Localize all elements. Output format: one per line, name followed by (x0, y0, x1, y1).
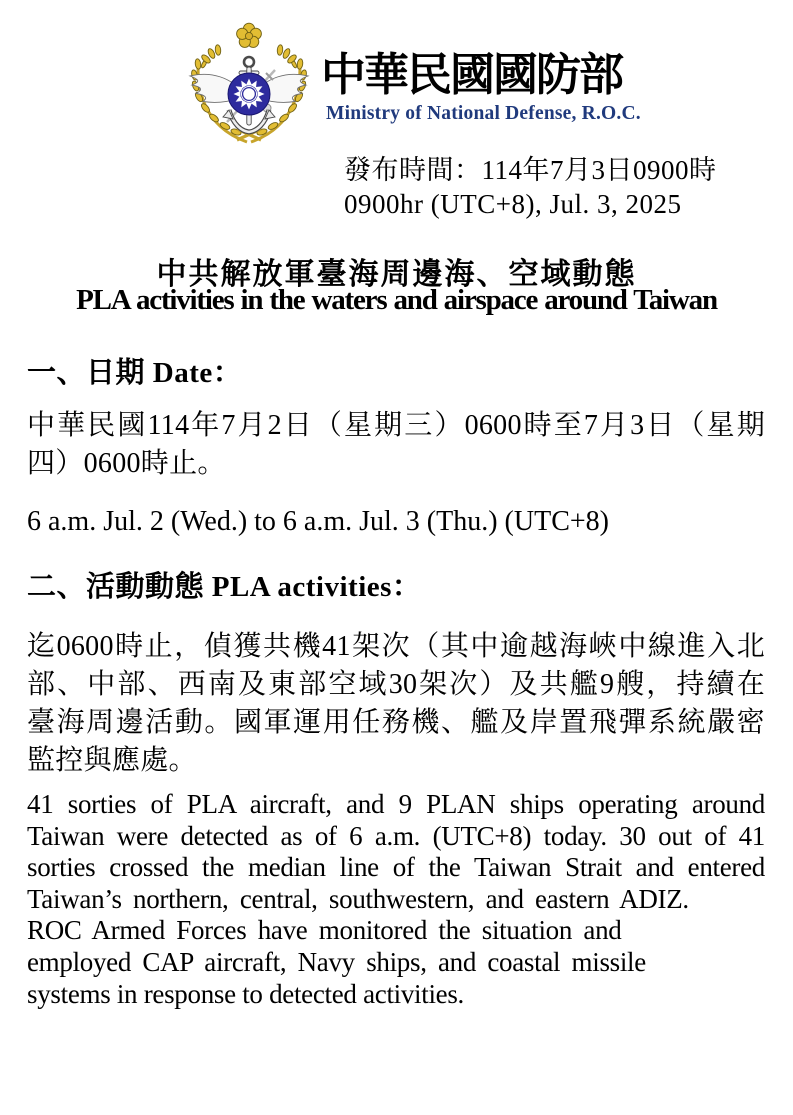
text-line: sorties crossed the median line of the Taiwan Strait and entered (27, 852, 765, 883)
mnd-emblem-icon (183, 20, 315, 148)
section-date-heading: 一、日期 Date： (27, 357, 243, 389)
document-title-en: PLA activities in the waters and airspace around Taiwan (76, 284, 717, 316)
text-line: 監控與應處。 (27, 745, 197, 776)
release-time (344, 153, 717, 221)
text-line: Taiwan’s northern, central, southwestern, and eastern ADIZ. (27, 883, 689, 914)
ministry-name-en: Ministry of National Defense, R.O.C. (326, 103, 641, 124)
text-line: 迄0600時止，偵獲共機41架次（其中逾越海峽中線進入北 (27, 631, 765, 662)
release-time-zh: 發布時間：114年7月3日0900時 (344, 155, 717, 185)
text-line: employed CAP aircraft, Navy ships, and coastal missile (27, 946, 646, 977)
sun-disc-icon (228, 73, 270, 115)
plum-blossom-icon (237, 23, 262, 47)
text-line: 41 sorties of PLA aircraft, and 9 PLAN ships operating around (27, 789, 765, 819)
section-date-en: 6 a.m. Jul. 2 (Wed.) to 6 a.m. Jul. 3 (Thu.) (UTC+8) (27, 506, 609, 537)
text-line: 中華民國114年7月2日（星期三）0600時至7月3日（星期 (27, 410, 765, 441)
section-date-zh (27, 407, 765, 483)
text-line: Taiwan were detected as of 6 a.m. (UTC+8) today. 30 out of 41 (27, 820, 765, 851)
section-activities-en (27, 789, 765, 1010)
text-line: systems in response to detected activities. (27, 978, 464, 1009)
text-line: 部、中部、西南及東部空域30架次）及共艦9艘，持續在 (27, 669, 765, 700)
section-activities-heading: 二、活動動態 PLA activities： (27, 571, 422, 603)
text-line: 臺海周邊活動。國軍運用任務機、艦及岸置飛彈系統嚴密 (27, 707, 765, 738)
ministry-name-zh: 中華民國國防部 (321, 50, 623, 100)
text-line: ROC Armed Forces have monitored the situation and (27, 915, 622, 946)
section-activities-zh (27, 628, 765, 780)
document-title-zh: 中共解放軍臺海周邊海、空域動態 (156, 258, 637, 291)
release-time-en: 0900hr (UTC+8), Jul. 3, 2025 (344, 189, 682, 219)
text-line: 四）0600時止。 (27, 448, 226, 479)
